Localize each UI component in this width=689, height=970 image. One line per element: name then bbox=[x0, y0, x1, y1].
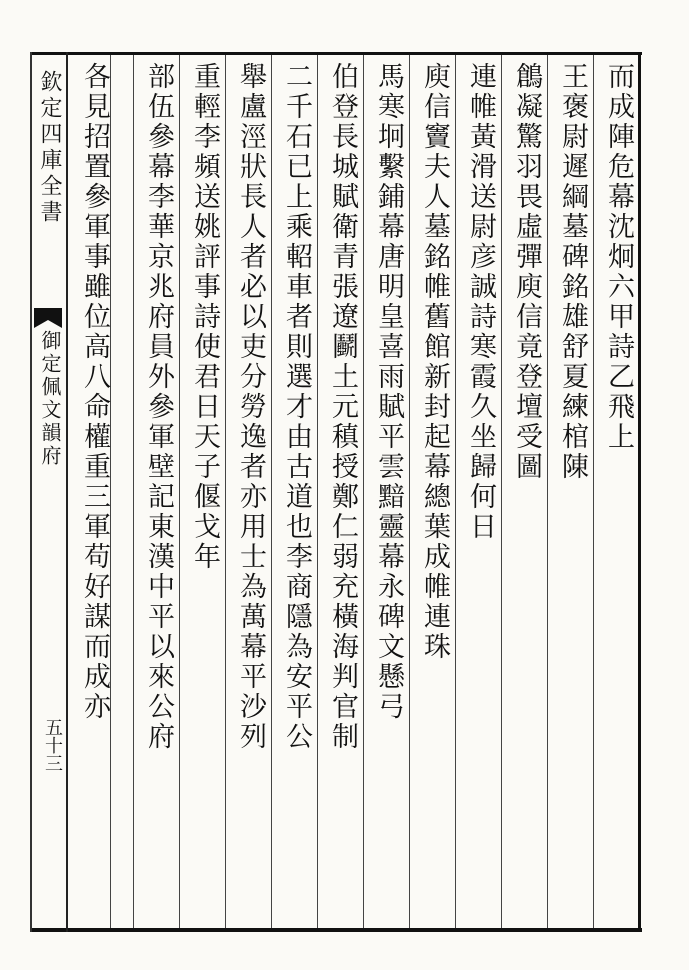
gutter-edge bbox=[30, 52, 32, 932]
text-column: 各見招置參軍事雖位高八命權重三軍苟好謀而成亦 bbox=[79, 62, 110, 722]
text-column: 而成陣危幕沈炯六甲詩乙飛上 bbox=[603, 62, 634, 452]
text-column: 庾信竇夫人墓銘帷舊館新封起幕總葉成帷連珠 bbox=[419, 62, 450, 662]
margin-book-title: 欽定四庫全書 bbox=[37, 70, 62, 226]
text-column: 二千石已上乘軺車者則選才由古道也李商隱為安平公 bbox=[281, 62, 312, 752]
margin-divider bbox=[66, 52, 68, 932]
column-divider bbox=[133, 55, 134, 928]
bottom-border bbox=[30, 928, 642, 932]
text-column: 鶬凝驚羽畏虛彈庾信竟登壇受圖 bbox=[511, 62, 542, 482]
text-column: 舉盧涇狀長人者必以吏分勞逸者亦用士為萬幕平沙列 bbox=[235, 62, 266, 752]
text-column: 部伍參幕李華京兆府員外參軍壁記東漢中平以來公府 bbox=[143, 62, 174, 752]
text-column: 王褒尉遲綱墓碑銘雄舒夏練棺陳 bbox=[557, 62, 588, 482]
page-number: 五十三 bbox=[42, 718, 63, 772]
text-column: 重輕李頻送姚評事詩使君日天子偃戈年 bbox=[189, 62, 220, 572]
text-column: 連帷黃滑送尉彦誠詩寒霞久坐歸何日 bbox=[465, 62, 496, 542]
text-column: 馬寒坰繫鋪幕唐明皇喜雨賦平雲黯靈幕永碑文懸弓 bbox=[373, 62, 404, 722]
margin-book-name: 御定佩文韻府 bbox=[38, 330, 62, 468]
top-border bbox=[30, 52, 642, 55]
text-column: 伯登長城賦衛青張遼鬬土元稹授鄭仁弱充橫海判官制 bbox=[327, 62, 358, 752]
